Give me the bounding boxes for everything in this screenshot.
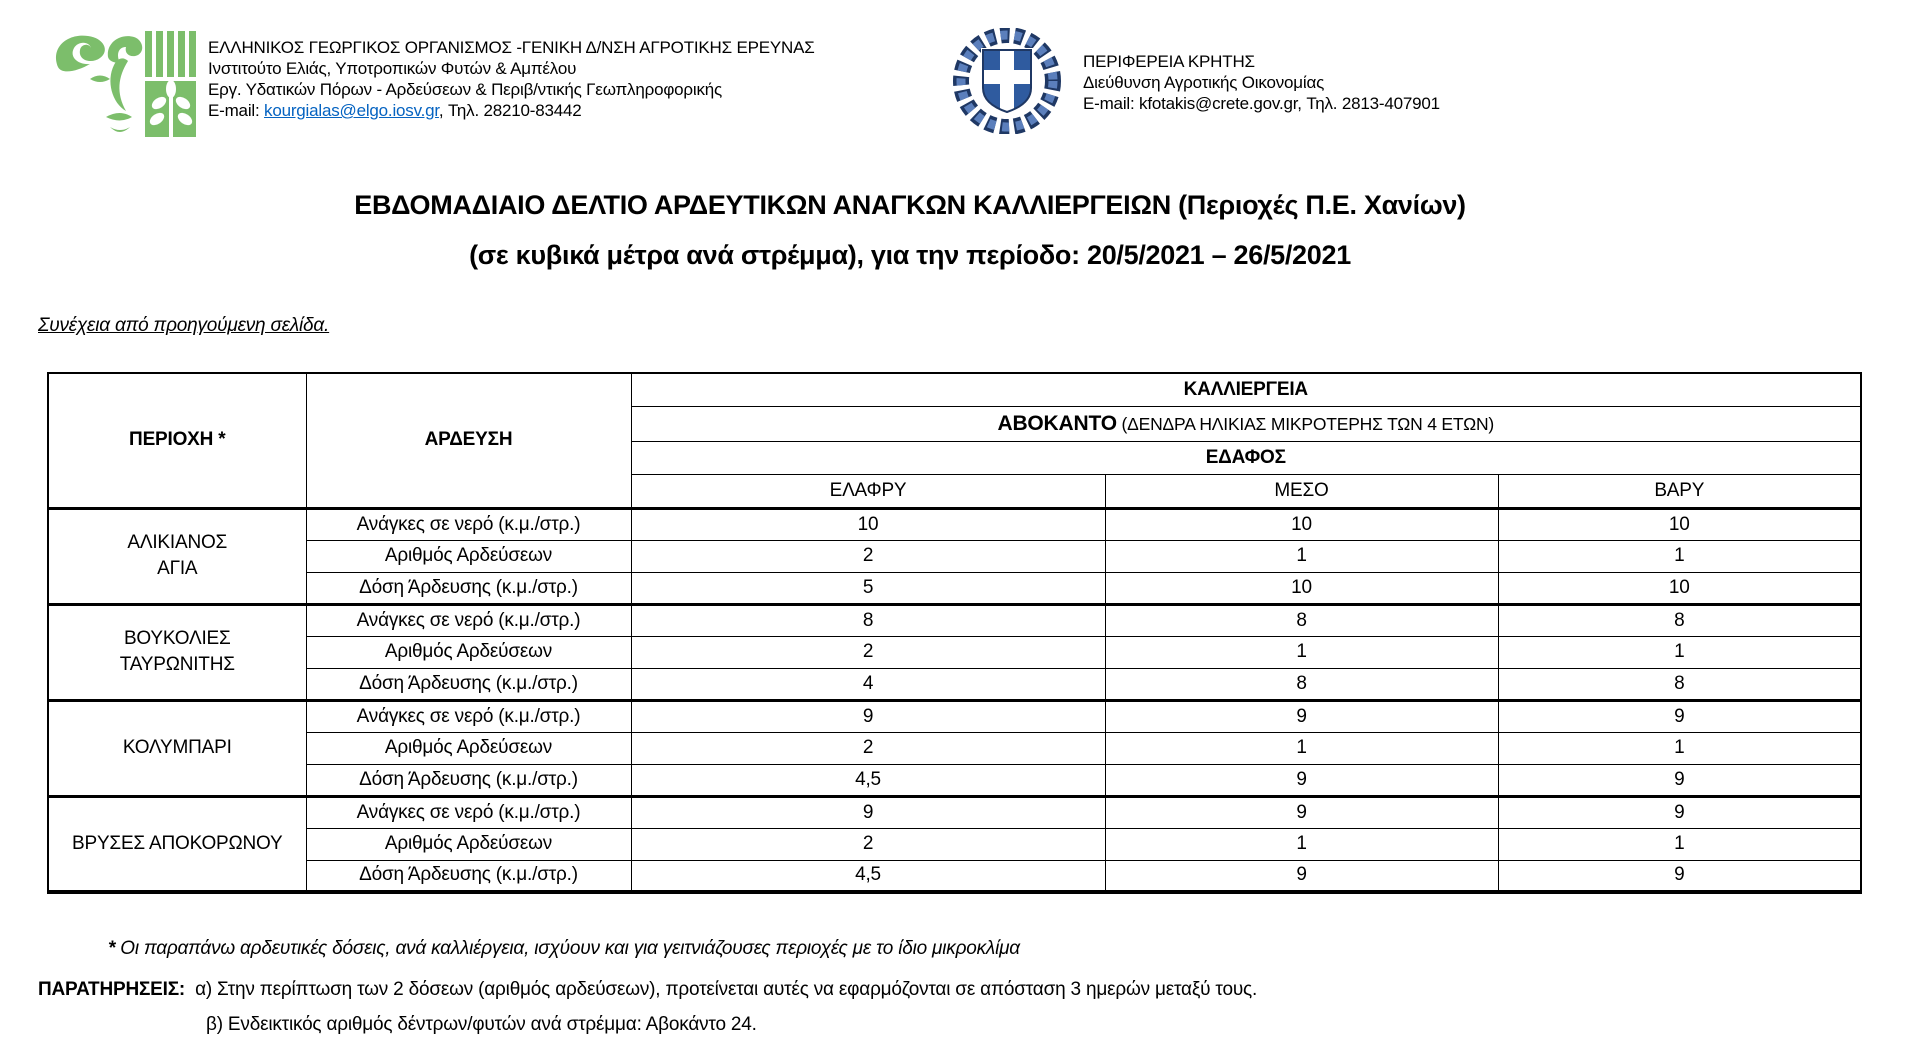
irrigation-metric-label: Αριθμός Αρδεύσεων [306, 828, 631, 860]
email-label: E-mail: [208, 101, 265, 120]
observations-block [38, 972, 1257, 1042]
value-cell: 1 [1105, 636, 1498, 668]
irrigation-metric-label: Αριθμός Αρδεύσεων [306, 732, 631, 764]
value-cell: 10 [631, 508, 1105, 540]
value-cell: 9 [1498, 700, 1861, 732]
right-org-block [1083, 51, 1440, 114]
asterisk: * [108, 938, 116, 959]
value-cell: 1 [1105, 732, 1498, 764]
region-cell: ΒΟΥΚΟΛΙΕΣ ΤΑΥΡΩΝΙΤΗΣ [48, 604, 306, 700]
table-row [48, 764, 1861, 796]
elgo-demeter-logo [48, 31, 198, 142]
value-cell: 8 [1498, 668, 1861, 700]
value-cell: 8 [1105, 668, 1498, 700]
table-row [48, 796, 1861, 828]
column-header-irrigation: ΑΡΔΕΥΣΗ [306, 373, 631, 508]
value-cell: 10 [1105, 572, 1498, 604]
soil-type-heavy: ΒΑΡΥ [1498, 474, 1861, 508]
value-cell: 9 [1498, 860, 1861, 892]
continuation-note: Συνέχεια από προηγούμενη σελίδα. [38, 315, 330, 336]
crop-name: ΑΒΟΚΑΝΤΟ [997, 411, 1117, 435]
value-cell: 9 [631, 700, 1105, 732]
irrigation-metric-label: Δόση Άρδευσης (κ.μ./στρ.) [306, 764, 631, 796]
crop-header: ΚΑΛΛΙΕΡΓΕΙΑ [631, 373, 1861, 406]
region-cell: ΑΛΙΚΙΑΝΟΣ ΑΓΙΑ [48, 508, 306, 604]
table-row [48, 636, 1861, 668]
value-cell: 4,5 [631, 860, 1105, 892]
value-cell: 8 [1105, 604, 1498, 636]
value-cell: 1 [1105, 828, 1498, 860]
value-cell: 9 [631, 796, 1105, 828]
value-cell: 2 [631, 636, 1105, 668]
table-row [48, 604, 1861, 636]
table-body [48, 508, 1861, 892]
irrigation-metric-label: Αριθμός Αρδεύσεων [306, 540, 631, 572]
observation-line-b [38, 1007, 1257, 1042]
value-cell: 1 [1498, 636, 1861, 668]
irrigation-metric-label: Δόση Άρδευσης (κ.μ./στρ.) [306, 572, 631, 604]
region-contact: E-mail: kfotakis@crete.gov.gr, Τηλ. 2813-407901 [1083, 94, 1440, 113]
value-cell: 9 [1105, 796, 1498, 828]
value-cell: 4 [631, 668, 1105, 700]
value-cell: 9 [1498, 796, 1861, 828]
region-name: ΠΕΡΙΦΕΡΕΙΑ ΚΡΗΤΗΣ [1083, 52, 1255, 71]
table-row [48, 828, 1861, 860]
value-cell: 9 [1105, 860, 1498, 892]
table-row [48, 860, 1861, 892]
table-row [48, 732, 1861, 764]
email-link[interactable]: kourgialas@elgo.iosv.gr [264, 101, 439, 120]
left-org-block [208, 37, 815, 121]
soil-type-light: ΕΛΑΦΡΥ [631, 474, 1105, 508]
soil-header: ΕΔΑΦΟΣ [631, 441, 1861, 474]
table-row [48, 572, 1861, 604]
irrigation-metric-label: Δόση Άρδευσης (κ.μ./στρ.) [306, 860, 631, 892]
crop-name-cell [631, 406, 1861, 441]
org-institute: Ινστιτούτο Ελιάς, Υποτροπικών Φυτών & Αμπέλου [208, 59, 577, 78]
footnote-text: Οι παραπάνω αρδευτικές δόσεις, ανά καλλιέργεια, ισχύουν και για γειτνιάζουσες περιοχές με το ίδιο μικροκλίμα [115, 938, 1020, 959]
region-cell: ΚΟΛΥΜΠΑΡΙ [48, 700, 306, 796]
value-cell: 8 [631, 604, 1105, 636]
irrigation-needs-table [47, 372, 1862, 894]
greek-state-emblem [952, 28, 1062, 139]
header-row-crop [48, 373, 1861, 406]
region-cell: ΒΡΥΣΕΣ ΑΠΟΚΟΡΩΝΟΥ [48, 796, 306, 892]
wheat-face-icon [48, 31, 198, 137]
irrigation-table [47, 372, 1860, 894]
value-cell: 2 [631, 540, 1105, 572]
page-title-line2: (σε κυβικά μέτρα ανά στρέμμα), για την περίοδο: 20/5/2021 – 26/5/2021 [469, 240, 1351, 270]
irrigation-metric-label: Ανάγκες σε νερό (κ.μ./στρ.) [306, 604, 631, 636]
table-row [48, 668, 1861, 700]
value-cell: 10 [1498, 572, 1861, 604]
table-row [48, 508, 1861, 540]
value-cell: 9 [1105, 700, 1498, 732]
observations-label: ΠΑΡΑΤΗΡΗΣΕΙΣ: [38, 979, 186, 1000]
soil-type-medium: ΜΕΣΟ [1105, 474, 1498, 508]
irrigation-metric-label: Δόση Άρδευσης (κ.μ./στρ.) [306, 668, 631, 700]
value-cell: 10 [1498, 508, 1861, 540]
region-directorate: Διεύθυνση Αγροτικής Οικονομίας [1083, 73, 1325, 92]
value-cell: 10 [1105, 508, 1498, 540]
page-title-line1: ΕΒΔΟΜΑΔΙΑΙΟ ΔΕΛΤΙΟ ΑΡΔΕΥΤΙΚΩΝ ΑΝΑΓΚΩΝ ΚΑΛΛΙΕΡΓΕΙΩΝ (Περιοχές Π.Ε. Χανίων) [354, 190, 1466, 220]
value-cell: 2 [631, 828, 1105, 860]
value-cell: 5 [631, 572, 1105, 604]
irrigation-metric-label: Αριθμός Αρδεύσεων [306, 636, 631, 668]
footnote-asterisk [108, 938, 1020, 960]
value-cell: 9 [1105, 764, 1498, 796]
phone-text: , Τηλ. 28210-83442 [438, 101, 582, 120]
irrigation-metric-label: Ανάγκες σε νερό (κ.μ./στρ.) [306, 796, 631, 828]
value-cell: 1 [1498, 828, 1861, 860]
irrigation-metric-label: Ανάγκες σε νερό (κ.μ./στρ.) [306, 508, 631, 540]
org-lab: Εργ. Υδατικών Πόρων - Αρδεύσεων & Περιβ/ντικής Γεωπληροφορικής [208, 80, 723, 99]
observation-b: β) Ενδεικτικός αριθμός δέντρων/φυτών ανά στρέμμα: Αβοκάντο 24. [206, 1014, 757, 1035]
value-cell: 1 [1498, 732, 1861, 764]
value-cell: 4,5 [631, 764, 1105, 796]
column-header-region: ΠΕΡΙΟΧΗ * [48, 373, 306, 508]
observation-a: α) Στην περίπτωση των 2 δόσεων (αριθμός αρδεύσεων), προτείνεται αυτές να εφαρμόζονται σε απόσταση 3 ημερών μεταξύ τους. [195, 979, 1258, 1000]
org-contact [208, 100, 815, 121]
laurel-cross-icon [952, 28, 1062, 134]
value-cell: 2 [631, 732, 1105, 764]
table-row [48, 540, 1861, 572]
org-name: ΕΛΛΗΝΙΚΟΣ ΓΕΩΡΓΙΚΟΣ ΟΡΓΑΝΙΣΜΟΣ -ΓΕΝΙΚΗ Δ/ΝΣΗ ΑΓΡΟΤΙΚΗΣ ΕΡΕΥΝΑΣ [208, 38, 815, 57]
value-cell: 1 [1105, 540, 1498, 572]
irrigation-metric-label: Ανάγκες σε νερό (κ.μ./στρ.) [306, 700, 631, 732]
value-cell: 9 [1498, 764, 1861, 796]
observation-line-a [38, 972, 1257, 1007]
value-cell: 1 [1498, 540, 1861, 572]
value-cell: 8 [1498, 604, 1861, 636]
table-row [48, 700, 1861, 732]
crop-age-note: (ΔΕΝΔΡΑ ΗΛΙΚΙΑΣ ΜΙΚΡΟΤΕΡΗΣ ΤΩΝ 4 ΕΤΩΝ) [1116, 413, 1495, 434]
